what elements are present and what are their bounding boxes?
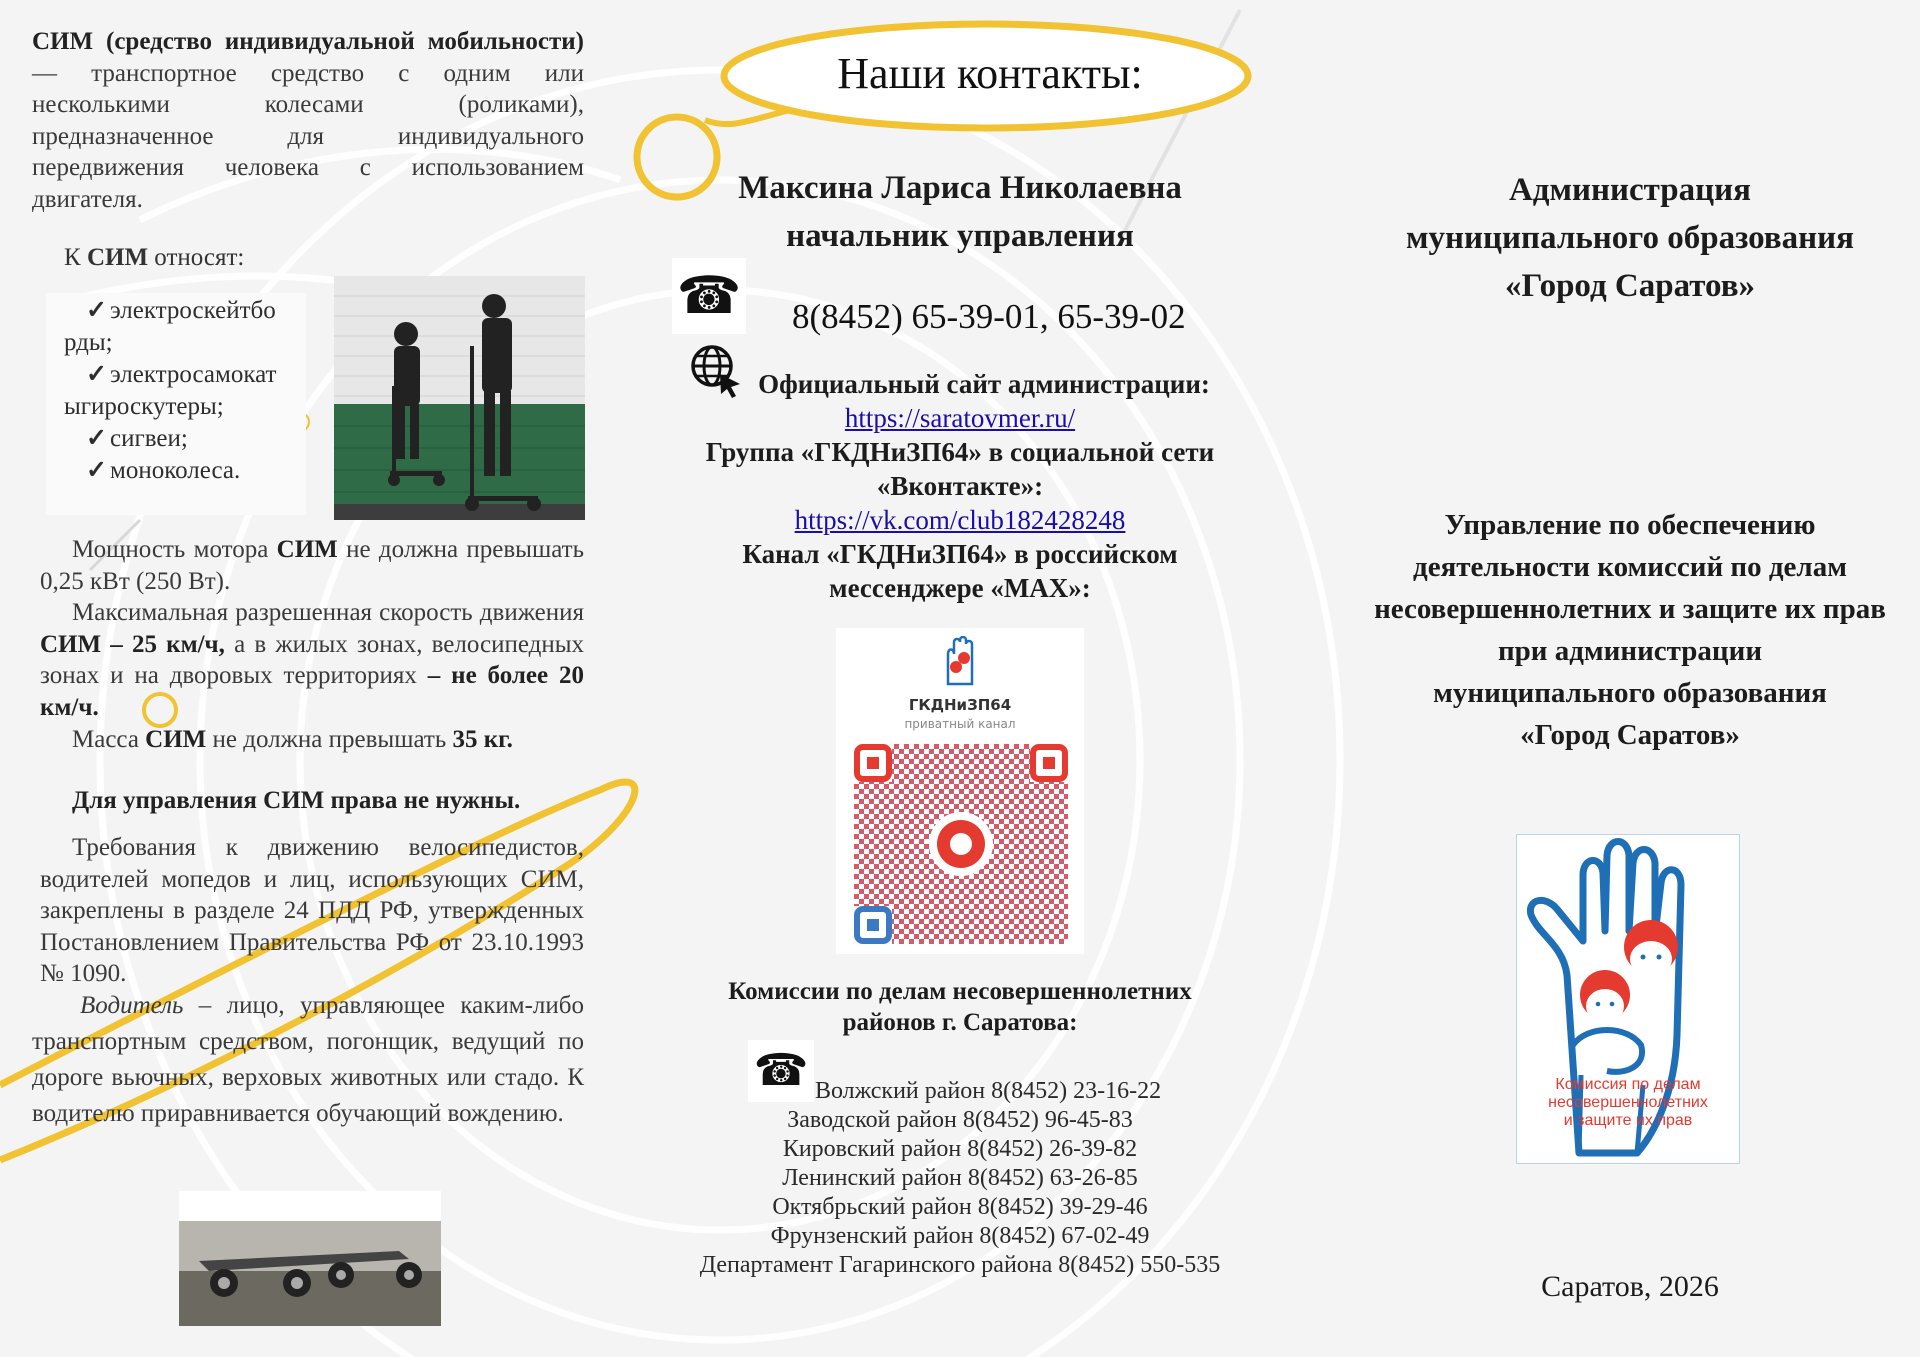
list-item: Фрунзенский район 8(8452) 67-02-49 bbox=[770, 1223, 1150, 1249]
driver-term: Водитель bbox=[80, 992, 184, 1019]
person-role: начальник управления bbox=[786, 218, 1134, 254]
middle-panel bbox=[620, 0, 1300, 1357]
list-item: ✓ сигвеи; bbox=[64, 423, 304, 455]
checkmark-icon: ✓ bbox=[86, 297, 107, 324]
checkmark-icon: ✓ bbox=[86, 425, 107, 452]
mass-limit: Масса СИМ не должна превышать 35 кг. bbox=[72, 726, 513, 753]
commission-logo bbox=[1516, 834, 1740, 1164]
scooter-kids-photo bbox=[334, 276, 585, 520]
main-phones: 8(8452) 65-39-01, 65-39-02 bbox=[792, 297, 1186, 336]
department-title: Управление по обеспечению деятельности комиссий по делам несовершеннолетних и защите их прав при администрации муниципального образования «Город Саратов» bbox=[1374, 509, 1886, 751]
links-block: Официальный сайт администрации: https://saratovmer.ru/ Группа «ГКДНиЗП64» в социальной сети «Вконтакте»: https://vk.com/club182428248 Канал «ГКДНиЗП64» в российском мессенджере «MAX»: bbox=[620, 367, 1300, 605]
right-panel bbox=[1300, 0, 1920, 1357]
list-item: Октябрьский район 8(8452) 39-29-46 bbox=[772, 1194, 1148, 1220]
left-panel bbox=[0, 0, 620, 1357]
electric-skateboard-photo bbox=[179, 1191, 441, 1326]
contacts-title: Наши контакты: bbox=[837, 49, 1143, 98]
person-name: Максина Лариса Николаевна bbox=[738, 170, 1182, 206]
driver-definition: Водитель – лицо, управляющее каким-либо транспортным средством, погонщик, ведущий по дороге вьючных, верховых животных или стадо. К водителю приравнивается обучающий вождению. bbox=[32, 992, 584, 1127]
site-label: Официальный сайт администрации: bbox=[758, 369, 1210, 399]
phone-icon: ☎ bbox=[672, 258, 746, 334]
list-item: Волжский район 8(8452) 23-16-22 bbox=[814, 1078, 1162, 1104]
sim-definition-text: — транспортное средство с одним или несколькими колесами (роликами), предназначенное для индивидуального передвижения человека с использованием двигателя. bbox=[32, 59, 584, 213]
speed-limit: Максимальная разрешенная скорость движения СИМ – 25 км/ч, а в жилых зонах, велосипедных зонах и на дворовых территориях – не более 20 км/ч. bbox=[40, 599, 585, 721]
list-item: ✓ электроскейтбо рды; bbox=[64, 297, 276, 356]
list-item: Департамент Гагаринского района 8(8452) 550-535 bbox=[699, 1252, 1221, 1278]
commission-mini-logo bbox=[934, 636, 986, 688]
commissions-title: Комиссии по делам несовершеннолетних районов г. Саратова: bbox=[728, 978, 1192, 1036]
max-qr-card[interactable] bbox=[836, 628, 1084, 954]
sim-types-list bbox=[64, 295, 304, 487]
district-phone-list bbox=[620, 1077, 1300, 1280]
phone-icon: ☎ bbox=[748, 1040, 814, 1102]
power-limit: Мощность мотора СИМ не должна превышать 0,25 кВт (250 Вт). bbox=[40, 536, 584, 595]
qr-code bbox=[854, 744, 1068, 944]
traffic-rules-text: Требования к движению велосипедистов, водителей мопедов и лиц, использующих СИМ, закреплены в разделе 24 ПДД РФ, утвержденных Постановлением Правительства РФ от 23.10.1993 № 1090. bbox=[40, 834, 584, 987]
sim-includes-term: СИМ bbox=[86, 244, 149, 271]
vk-label: Группа «ГКДНиЗП64» в социальной сети bbox=[705, 437, 1215, 467]
sim-definition bbox=[32, 26, 584, 215]
sim-includes-heading: К СИМ относят: bbox=[64, 244, 245, 271]
list-item: ✓ электросамокат ыгироскутеры; bbox=[64, 361, 277, 420]
site-link[interactable]: https://saratovmer.ru/ bbox=[844, 403, 1076, 433]
logo-caption: Комиссия по делам несовершеннолетних и защите их прав bbox=[1548, 1076, 1708, 1129]
list-item: Ленинский район 8(8452) 63-26-85 bbox=[782, 1165, 1138, 1191]
footer-place-year: Саратов, 2026 bbox=[1541, 1270, 1719, 1303]
administration-title: Администрация муниципального образования «Город Саратов» bbox=[1405, 172, 1855, 304]
qr-subtitle: приватный канал bbox=[904, 717, 1016, 731]
vk-link[interactable]: https://vk.com/club182428248 bbox=[794, 505, 1126, 535]
no-license-note: Для управления СИМ права не нужны. bbox=[72, 787, 521, 814]
checkmark-icon: ✓ bbox=[86, 361, 107, 388]
max-label: Канал «ГКДНиЗП64» в российском bbox=[742, 539, 1178, 569]
list-item: Заводской район 8(8452) 96-45-83 bbox=[787, 1107, 1133, 1133]
checkmark-icon: ✓ bbox=[86, 457, 107, 484]
sim-definition-term: СИМ (средство индивидуальной мобильности) bbox=[32, 28, 584, 55]
person-block bbox=[620, 164, 1300, 260]
qr-title: ГКДНиЗП64 bbox=[908, 696, 1012, 714]
list-item: ✓ моноколеса. bbox=[64, 455, 304, 487]
sim-types-box bbox=[46, 293, 306, 515]
list-item: Кировский район 8(8452) 26-39-82 bbox=[782, 1136, 1138, 1162]
